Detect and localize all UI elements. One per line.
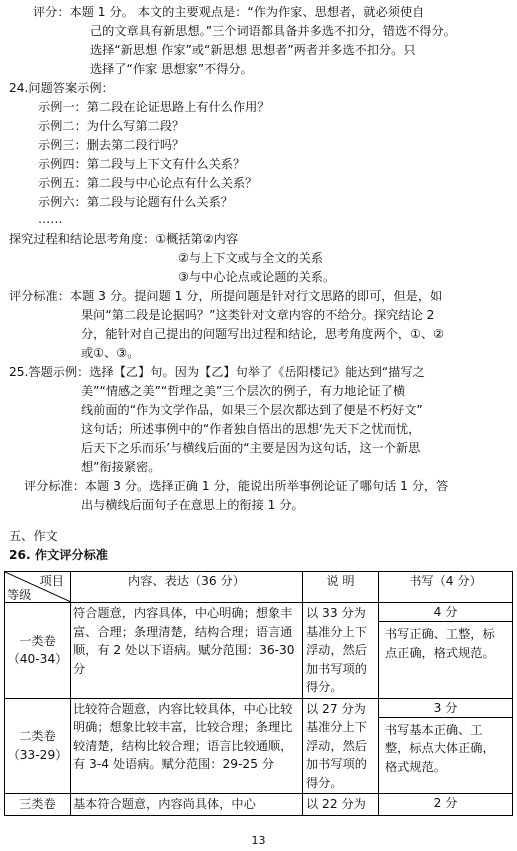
text-line: 分，能针对自己提出的问题写出过程和结论，思考角度两个，①、②	[81, 327, 445, 341]
text-line: 示例三：删去第二段行吗？	[38, 138, 185, 152]
writing-cell	[379, 603, 513, 699]
text-line: 线前面的“作为文学作品，如果三个层次都达到了便是不朽好文”	[81, 403, 423, 417]
content-cell: 基本符合题意，内容尚具体，中心	[71, 794, 303, 816]
note-cell: 以 33 分为基准分上下浮动，然后加书写项的得分。	[303, 603, 379, 699]
table-row	[5, 603, 513, 699]
header-item: 项目	[39, 574, 64, 588]
question-heading: 25.答题示例：选择【乙】句。因为【乙】句举了《岳阳楼记》能达到“描写之	[9, 365, 425, 379]
essay-grading-table	[4, 571, 513, 816]
grade-name: 一类卷	[19, 633, 56, 648]
text-line: 探究过程和结论思考角度：①概括第②内容	[9, 232, 239, 246]
diagonal-header-cell	[5, 572, 71, 603]
text-line: 出与横线后面句子在意思上的衔接 1 分。	[81, 498, 304, 512]
header-grade: 等级	[7, 587, 32, 602]
header-content: 内容、表达（36 分）	[71, 572, 303, 603]
section-heading: 五、作文	[9, 529, 58, 543]
text-line: 示例二：为什么写第二段？	[38, 119, 185, 133]
question-heading: 24.问题答案示例：	[9, 81, 114, 95]
text-line: 示例一：第二段在论证思路上有什么作用？	[38, 100, 270, 114]
text-line: 果问“第二段是论据吗？”这类针对文章内容的不给分。探究结论 2	[81, 308, 435, 322]
table-row	[5, 698, 513, 794]
writing-cell	[379, 698, 513, 794]
grade-cell	[5, 603, 71, 699]
table-title: 26. 作文评分标准	[9, 548, 108, 562]
text-line: 示例四：第二段与上下文有什么关系？	[38, 157, 246, 171]
note-cell: 以 22 分为	[303, 794, 379, 816]
text-line: 选择“新思想 作家”或“新思想 思想者”两者并多选不扣分。只	[90, 43, 416, 57]
table-header-row	[5, 572, 513, 603]
table-row	[5, 794, 513, 816]
text-line: 这句话；所述事例中的“作者独自悟出的思想‘先天下之忧而忧，	[81, 422, 421, 436]
content-cell: 符合题意，内容具体，中心明确；想象丰富、合理；条理清楚，结构合理；语言通顺，有 2 处以下语病。赋分范围：36-30 分	[71, 603, 303, 699]
text-line: ③与中心论点或论题的关系。	[178, 270, 336, 284]
header-writing: 书写（4 分）	[379, 572, 513, 603]
text-line: 评分标准：本题 3 分。提问题 1 分，所提问题是针对行文思路的即可，但是，如	[9, 289, 443, 303]
grade-cell	[5, 794, 71, 816]
text-line: 想”衔接紧密。	[81, 460, 161, 474]
writing-cell	[379, 794, 513, 816]
text-line: 己的文章具有新思想。”三个词语都具备并多选不扣分，错选不得分。	[90, 24, 456, 38]
grade-cell	[5, 698, 71, 794]
page-number: 13	[251, 834, 266, 847]
writing-score: 4 分	[379, 603, 512, 622]
text-line: 评分：本题 1 分。 本文的主要观点是：“作为作家、思想者，就必须使自	[33, 5, 425, 19]
writing-score: 2 分	[433, 796, 458, 810]
header-note: 说 明	[303, 572, 379, 603]
grade-range: （33-29）	[7, 747, 68, 762]
text-line: 选择了“作家 思想家”不得分。	[90, 62, 253, 76]
content-cell: 比较符合题意，内容比较具体，中心比较明确；想象比较丰富，比较合理；条理比较清楚，结构比较合理；语言比较通顺，有 3-4 处语病。赋分范围：29-25 分	[71, 698, 303, 794]
text-line: ②与上下文或与全文的关系	[178, 251, 323, 265]
text-line: 示例六：第二段与论题有什么关系？	[38, 195, 233, 209]
note-cell: 以 27 分为基准分上下浮动，然后加书写项的得分。	[303, 698, 379, 794]
text-line: 美”“情感之美”“哲理之美”三个层次的例子，有力地论证了横	[81, 384, 406, 398]
text-line: 或①、③。	[81, 346, 140, 360]
text-line: 评分标准：本题 3 分。选择正确 1 分，能说出所举事例论证了哪句话 1 分，答	[24, 479, 449, 493]
writing-score: 3 分	[379, 699, 512, 718]
writing-desc: 书写正确、工整，标点正确，格式规范。	[385, 627, 495, 660]
text-line: 后天下之乐而乐’与横线后面的“主要是因为这句话，这一个新思	[81, 441, 421, 455]
grade-name: 二类卷	[19, 729, 56, 744]
grade-name: 三类卷	[19, 797, 56, 812]
writing-desc: 书写基本正确、工整，标点大体正确，格式规范。	[385, 722, 495, 774]
ellipsis: ……	[38, 212, 63, 226]
text-line: 示例五：第二段与中心论点有什么关系？	[38, 176, 258, 190]
grade-range: （40-34）	[7, 652, 68, 667]
